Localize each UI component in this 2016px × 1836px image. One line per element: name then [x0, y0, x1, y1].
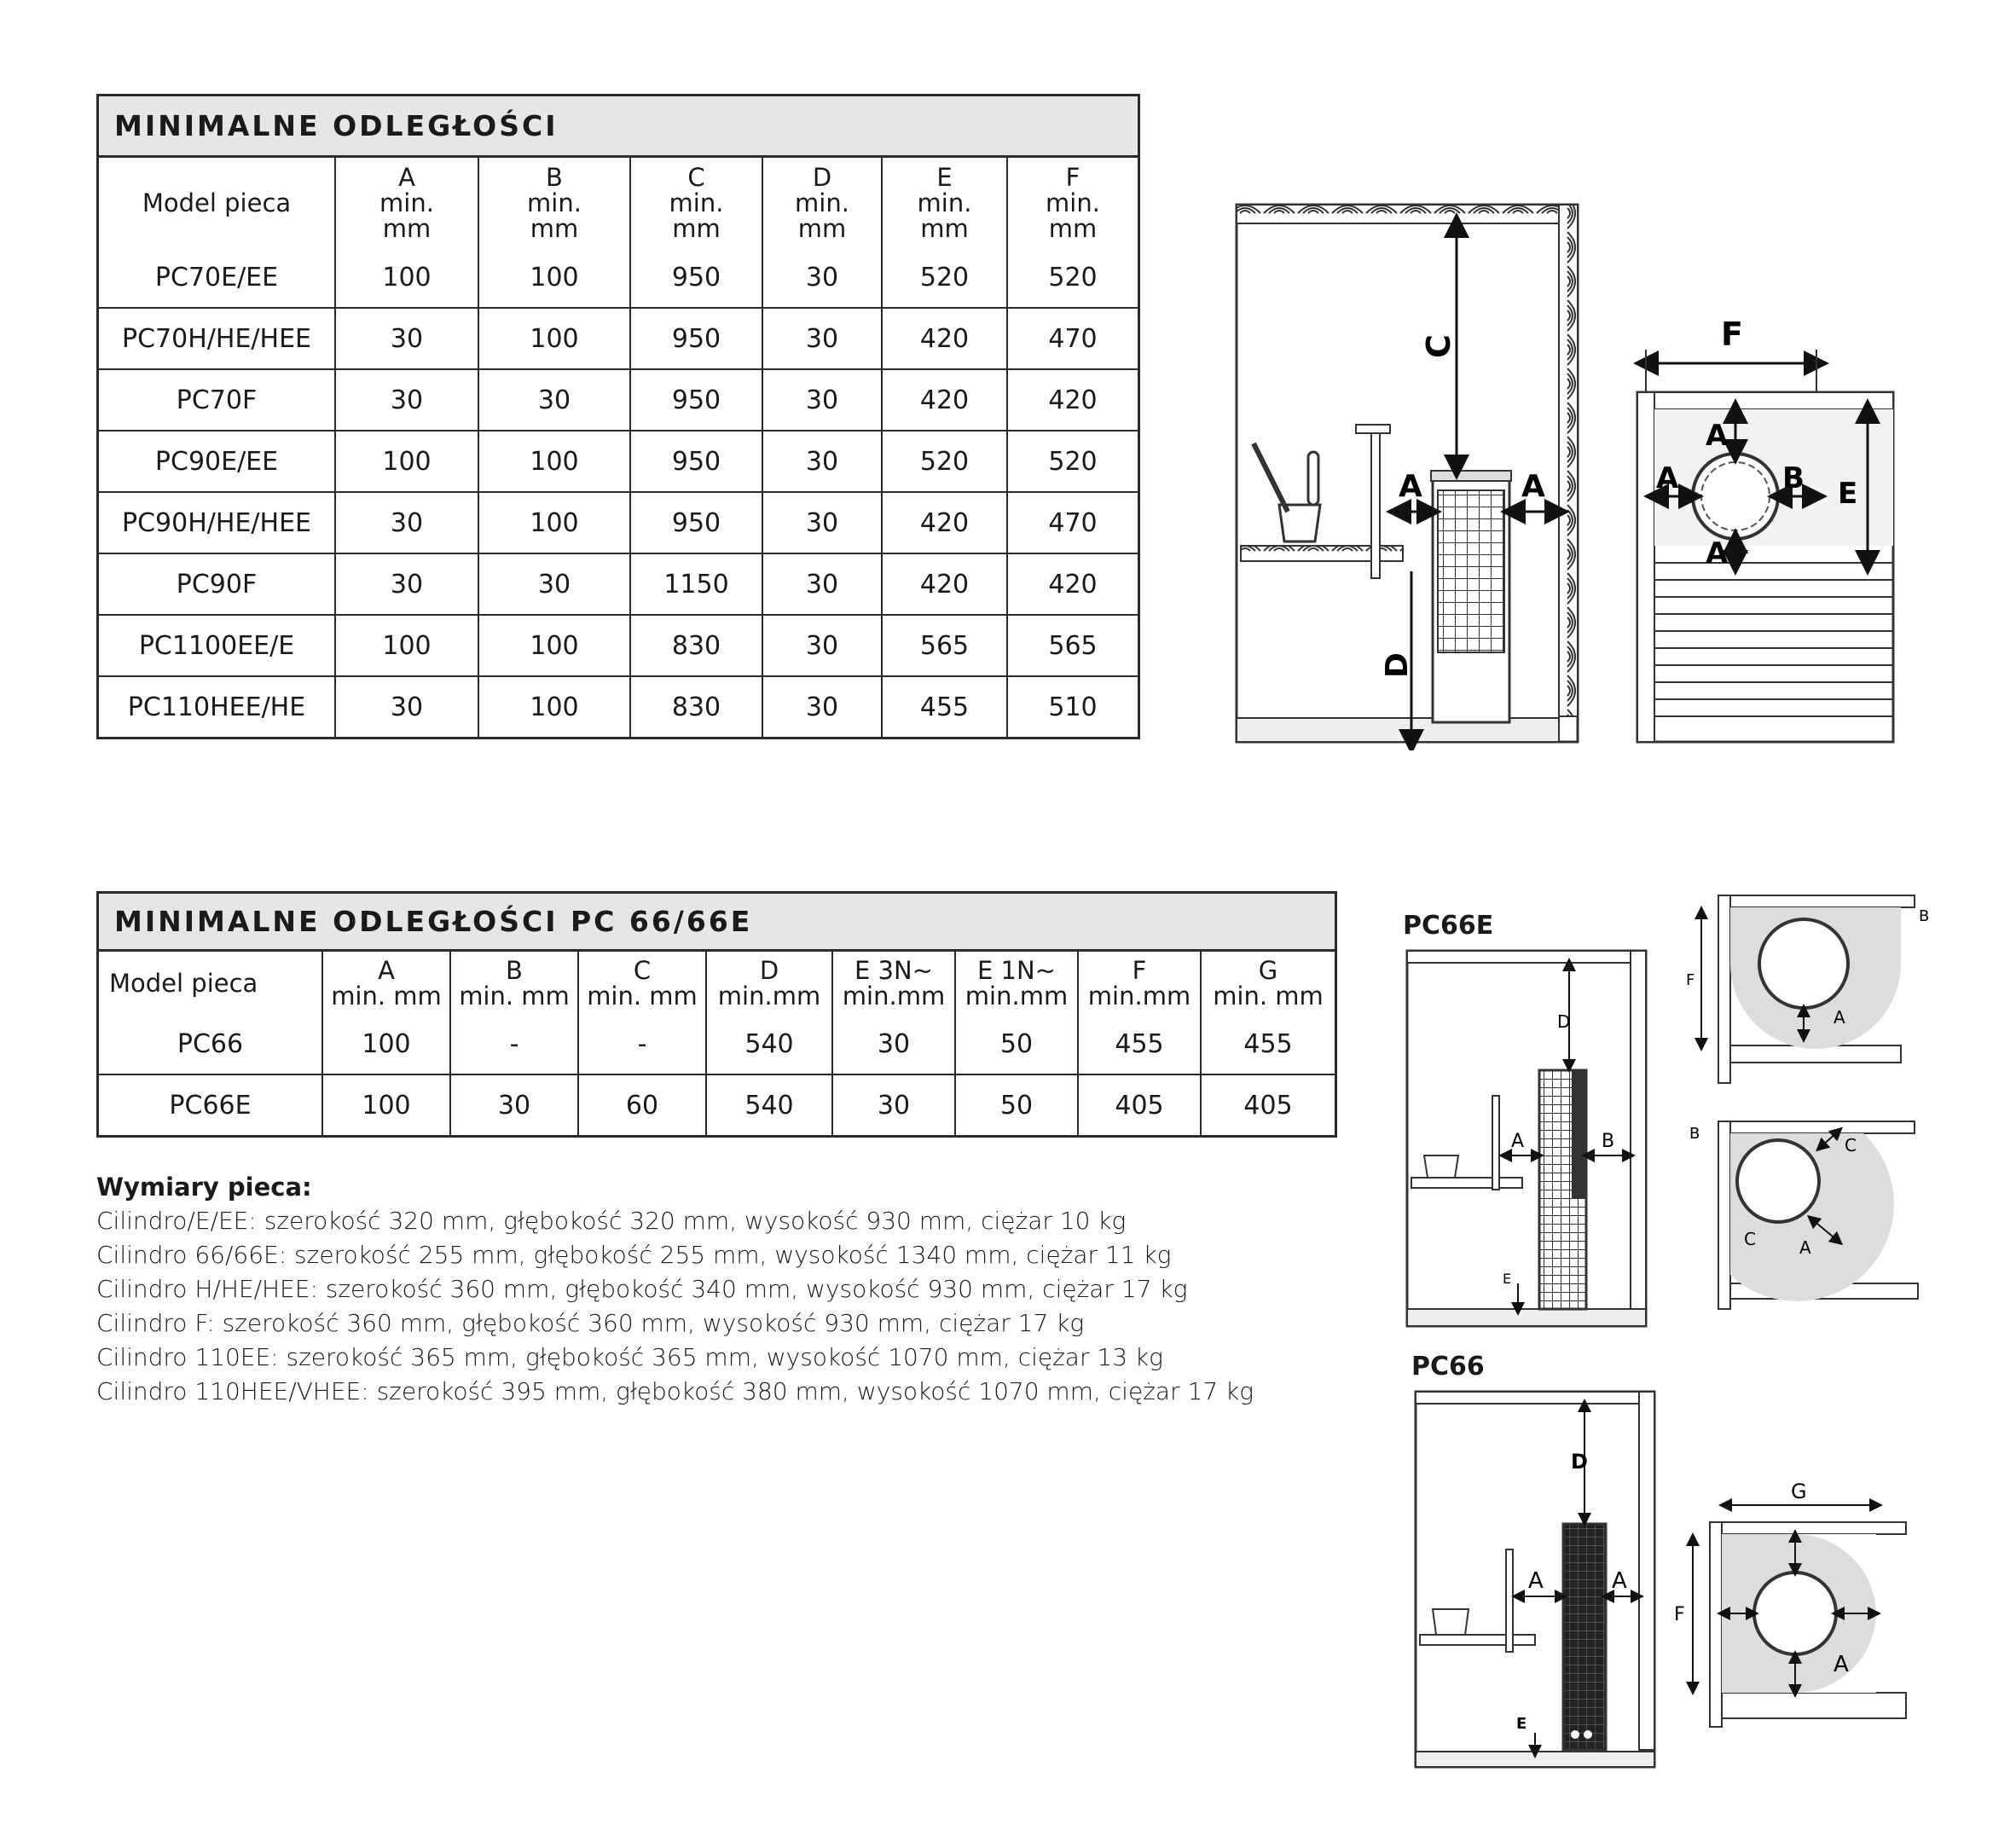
label-b: B: [1782, 461, 1805, 495]
value-cell: 100: [322, 1014, 450, 1074]
pc66e-plan-top: [1684, 887, 1940, 1092]
value-cell: 100: [335, 431, 478, 492]
table1-title: MINIMALNE ODLEGŁOŚCI: [99, 96, 1138, 158]
table1-header-row: [99, 158, 1138, 247]
label-e: E: [1503, 1271, 1512, 1287]
value-cell: 830: [630, 615, 762, 676]
label-c: C: [1845, 1135, 1857, 1155]
col-header-b: B min. mm: [450, 952, 578, 1014]
label-d: D: [1571, 1450, 1588, 1474]
label-a-right: A: [1521, 469, 1545, 504]
pc66e-title: PC66E: [1403, 911, 1494, 941]
label-a-top: A: [1706, 419, 1729, 453]
label-a-left: A: [1656, 461, 1679, 495]
label-f: F: [1721, 316, 1743, 353]
value-cell: 30: [335, 492, 478, 553]
pc66-side-diagram: [1407, 1383, 1663, 1775]
spec-line: Cilindro 110HEE/VHEE: szerokość 395 mm, głębokość 380 mm, wysokość 1070 mm, ciężar 17 kg: [96, 1377, 1254, 1405]
table-row: [99, 1014, 1335, 1074]
col-header-e1n: E 1N~ min.mm: [955, 952, 1078, 1014]
value-cell: -: [578, 1014, 706, 1074]
value-cell: 420: [1007, 369, 1138, 431]
value-cell: 100: [478, 492, 630, 553]
spec-line: Cilindro H/HE/HEE: szerokość 360 mm, głębokość 340 mm, wysokość 930 mm, ciężar 17 kg: [96, 1275, 1188, 1303]
label-a: A: [1834, 1007, 1845, 1028]
col-header-a: A min. mm: [335, 158, 478, 247]
specs-heading: Wymiary pieca:: [96, 1173, 312, 1202]
value-cell: 30: [832, 1014, 955, 1074]
label-f: F: [1686, 971, 1695, 989]
model-cell: PC66: [177, 1028, 244, 1059]
spec-line: Cilindro F: szerokość 360 mm, głębokość 360 mm, wysokość 930 mm, ciężar 17 kg: [96, 1309, 1085, 1337]
value-cell: 100: [478, 676, 630, 737]
value-cell: 830: [630, 676, 762, 737]
value-cell: 30: [478, 553, 630, 615]
value-cell: 30: [762, 553, 882, 615]
label-c: C: [1420, 334, 1457, 358]
plan-view-diagram: [1620, 307, 1902, 750]
distance-table-1: [96, 94, 1140, 739]
value-cell: 520: [882, 247, 1007, 308]
model-cell: PC90F: [99, 553, 335, 615]
value-cell: 510: [1007, 676, 1138, 737]
value-cell: 30: [450, 1074, 578, 1135]
label-a-left: A: [1399, 469, 1422, 504]
label-g: G: [1791, 1480, 1807, 1503]
value-cell: 30: [478, 369, 630, 431]
value-cell: 100: [478, 308, 630, 369]
model-cell: PC1100EE/E: [99, 615, 335, 676]
value-cell: 100: [478, 615, 630, 676]
value-cell: 30: [762, 247, 882, 308]
value-cell: 950: [630, 308, 762, 369]
table-row: [99, 492, 1138, 553]
label-a: A: [1528, 1568, 1544, 1594]
table-row: [99, 676, 1138, 737]
label-b: B: [1602, 1131, 1615, 1152]
value-cell: -: [450, 1014, 578, 1074]
label-c2: C: [1744, 1229, 1756, 1249]
value-cell: 30: [762, 431, 882, 492]
pc66-title: PC66: [1411, 1352, 1485, 1381]
table-row: [99, 369, 1138, 431]
value-cell: 100: [335, 615, 478, 676]
table-row: [99, 553, 1138, 615]
value-cell: 520: [1007, 247, 1138, 308]
table2-title: MINIMALNE ODLEGŁOŚCI PC 66/66E: [99, 894, 1335, 952]
label-a: A: [1799, 1237, 1811, 1258]
table-row: [99, 308, 1138, 369]
value-cell: 50: [955, 1074, 1078, 1135]
value-cell: 30: [335, 308, 478, 369]
value-cell: 950: [630, 369, 762, 431]
pc66-plan-diagram: [1667, 1480, 1923, 1735]
value-cell: 30: [335, 369, 478, 431]
col-header-d: D min. mm: [762, 158, 882, 247]
side-view-diagram: [1228, 196, 1586, 750]
table2-header-row: [99, 952, 1335, 1014]
value-cell: 30: [832, 1074, 955, 1135]
label-b: B: [1689, 1125, 1700, 1143]
label-a: A: [1511, 1131, 1525, 1152]
distance-table-2: [96, 891, 1337, 1138]
value-cell: 30: [762, 615, 882, 676]
value-cell: 30: [762, 492, 882, 553]
value-cell: 950: [630, 247, 762, 308]
label-e: E: [1838, 477, 1858, 511]
value-cell: 520: [1007, 431, 1138, 492]
value-cell: 420: [882, 492, 1007, 553]
value-cell: 50: [955, 1014, 1078, 1074]
model-cell: PC90H/HE/HEE: [99, 492, 335, 553]
table-row: [99, 247, 1138, 308]
label-e: E: [1516, 1715, 1527, 1733]
value-cell: 565: [882, 615, 1007, 676]
label-b: B: [1919, 907, 1930, 925]
model-header: Model pieca: [142, 188, 292, 217]
model-cell: PC110HEE/HE: [99, 676, 335, 737]
value-cell: 30: [762, 308, 882, 369]
spec-line: Cilindro/E/EE: szerokość 320 mm, głębokość 320 mm, wysokość 930 mm, ciężar 10 kg: [96, 1207, 1127, 1235]
value-cell: 455: [882, 676, 1007, 737]
value-cell: 420: [882, 553, 1007, 615]
label-f: F: [1674, 1604, 1685, 1625]
table-row: [99, 431, 1138, 492]
value-cell: 1150: [630, 553, 762, 615]
heater-dimensions: [96, 1170, 1307, 1409]
model-header: Model pieca: [109, 968, 258, 998]
value-cell: 420: [882, 369, 1007, 431]
label-a2: A: [1612, 1568, 1627, 1594]
value-cell: 540: [706, 1074, 832, 1135]
col-header-g: G min. mm: [1201, 952, 1335, 1014]
col-header-c: C min. mm: [578, 952, 706, 1014]
value-cell: 455: [1078, 1014, 1201, 1074]
value-cell: 100: [322, 1074, 450, 1135]
table-row: [99, 615, 1138, 676]
col-header-f: F min. mm: [1007, 158, 1138, 247]
col-header-c: C min. mm: [630, 158, 762, 247]
value-cell: 565: [1007, 615, 1138, 676]
value-cell: 405: [1201, 1074, 1335, 1135]
value-cell: 60: [578, 1074, 706, 1135]
model-cell: PC70E/EE: [154, 262, 279, 292]
label-d: D: [1557, 1011, 1571, 1032]
value-cell: 420: [1007, 553, 1138, 615]
value-cell: 30: [335, 553, 478, 615]
pc66e-side-diagram: [1399, 942, 1654, 1335]
label-a-bottom: A: [1706, 536, 1729, 570]
value-cell: 455: [1201, 1014, 1335, 1074]
col-header-f: F min.mm: [1078, 952, 1201, 1014]
col-header-e3n: E 3N~ min.mm: [832, 952, 955, 1014]
pc66e-plan-corner: [1684, 1113, 1940, 1318]
spec-line: Cilindro 66/66E: szerokość 255 mm, głębokość 255 mm, wysokość 1340 mm, ciężar 11 kg: [96, 1241, 1172, 1269]
label-d: D: [1380, 652, 1415, 678]
value-cell: 30: [762, 369, 882, 431]
value-cell: 30: [335, 676, 478, 737]
value-cell: 100: [478, 247, 630, 308]
value-cell: 520: [882, 431, 1007, 492]
model-cell: PC66E: [99, 1074, 322, 1135]
label-a: A: [1834, 1652, 1849, 1677]
col-header-a: A min. mm: [322, 952, 450, 1014]
model-cell: PC90E/EE: [99, 431, 335, 492]
value-cell: 100: [478, 431, 630, 492]
col-header-d: D min.mm: [706, 952, 832, 1014]
model-cell: PC70H/HE/HEE: [99, 308, 335, 369]
col-header-b: B min. mm: [478, 158, 630, 247]
value-cell: 420: [882, 308, 1007, 369]
value-cell: 405: [1078, 1074, 1201, 1135]
spec-line: Cilindro 110EE: szerokość 365 mm, głębokość 365 mm, wysokość 1070 mm, ciężar 13 kg: [96, 1343, 1163, 1371]
value-cell: 950: [630, 492, 762, 553]
model-cell: PC70F: [99, 369, 335, 431]
table-row: [99, 1074, 1335, 1135]
value-cell: 470: [1007, 492, 1138, 553]
col-header-e: E min. mm: [882, 158, 1007, 247]
value-cell: 100: [335, 247, 478, 308]
value-cell: 950: [630, 431, 762, 492]
value-cell: 30: [762, 676, 882, 737]
value-cell: 470: [1007, 308, 1138, 369]
value-cell: 540: [706, 1014, 832, 1074]
